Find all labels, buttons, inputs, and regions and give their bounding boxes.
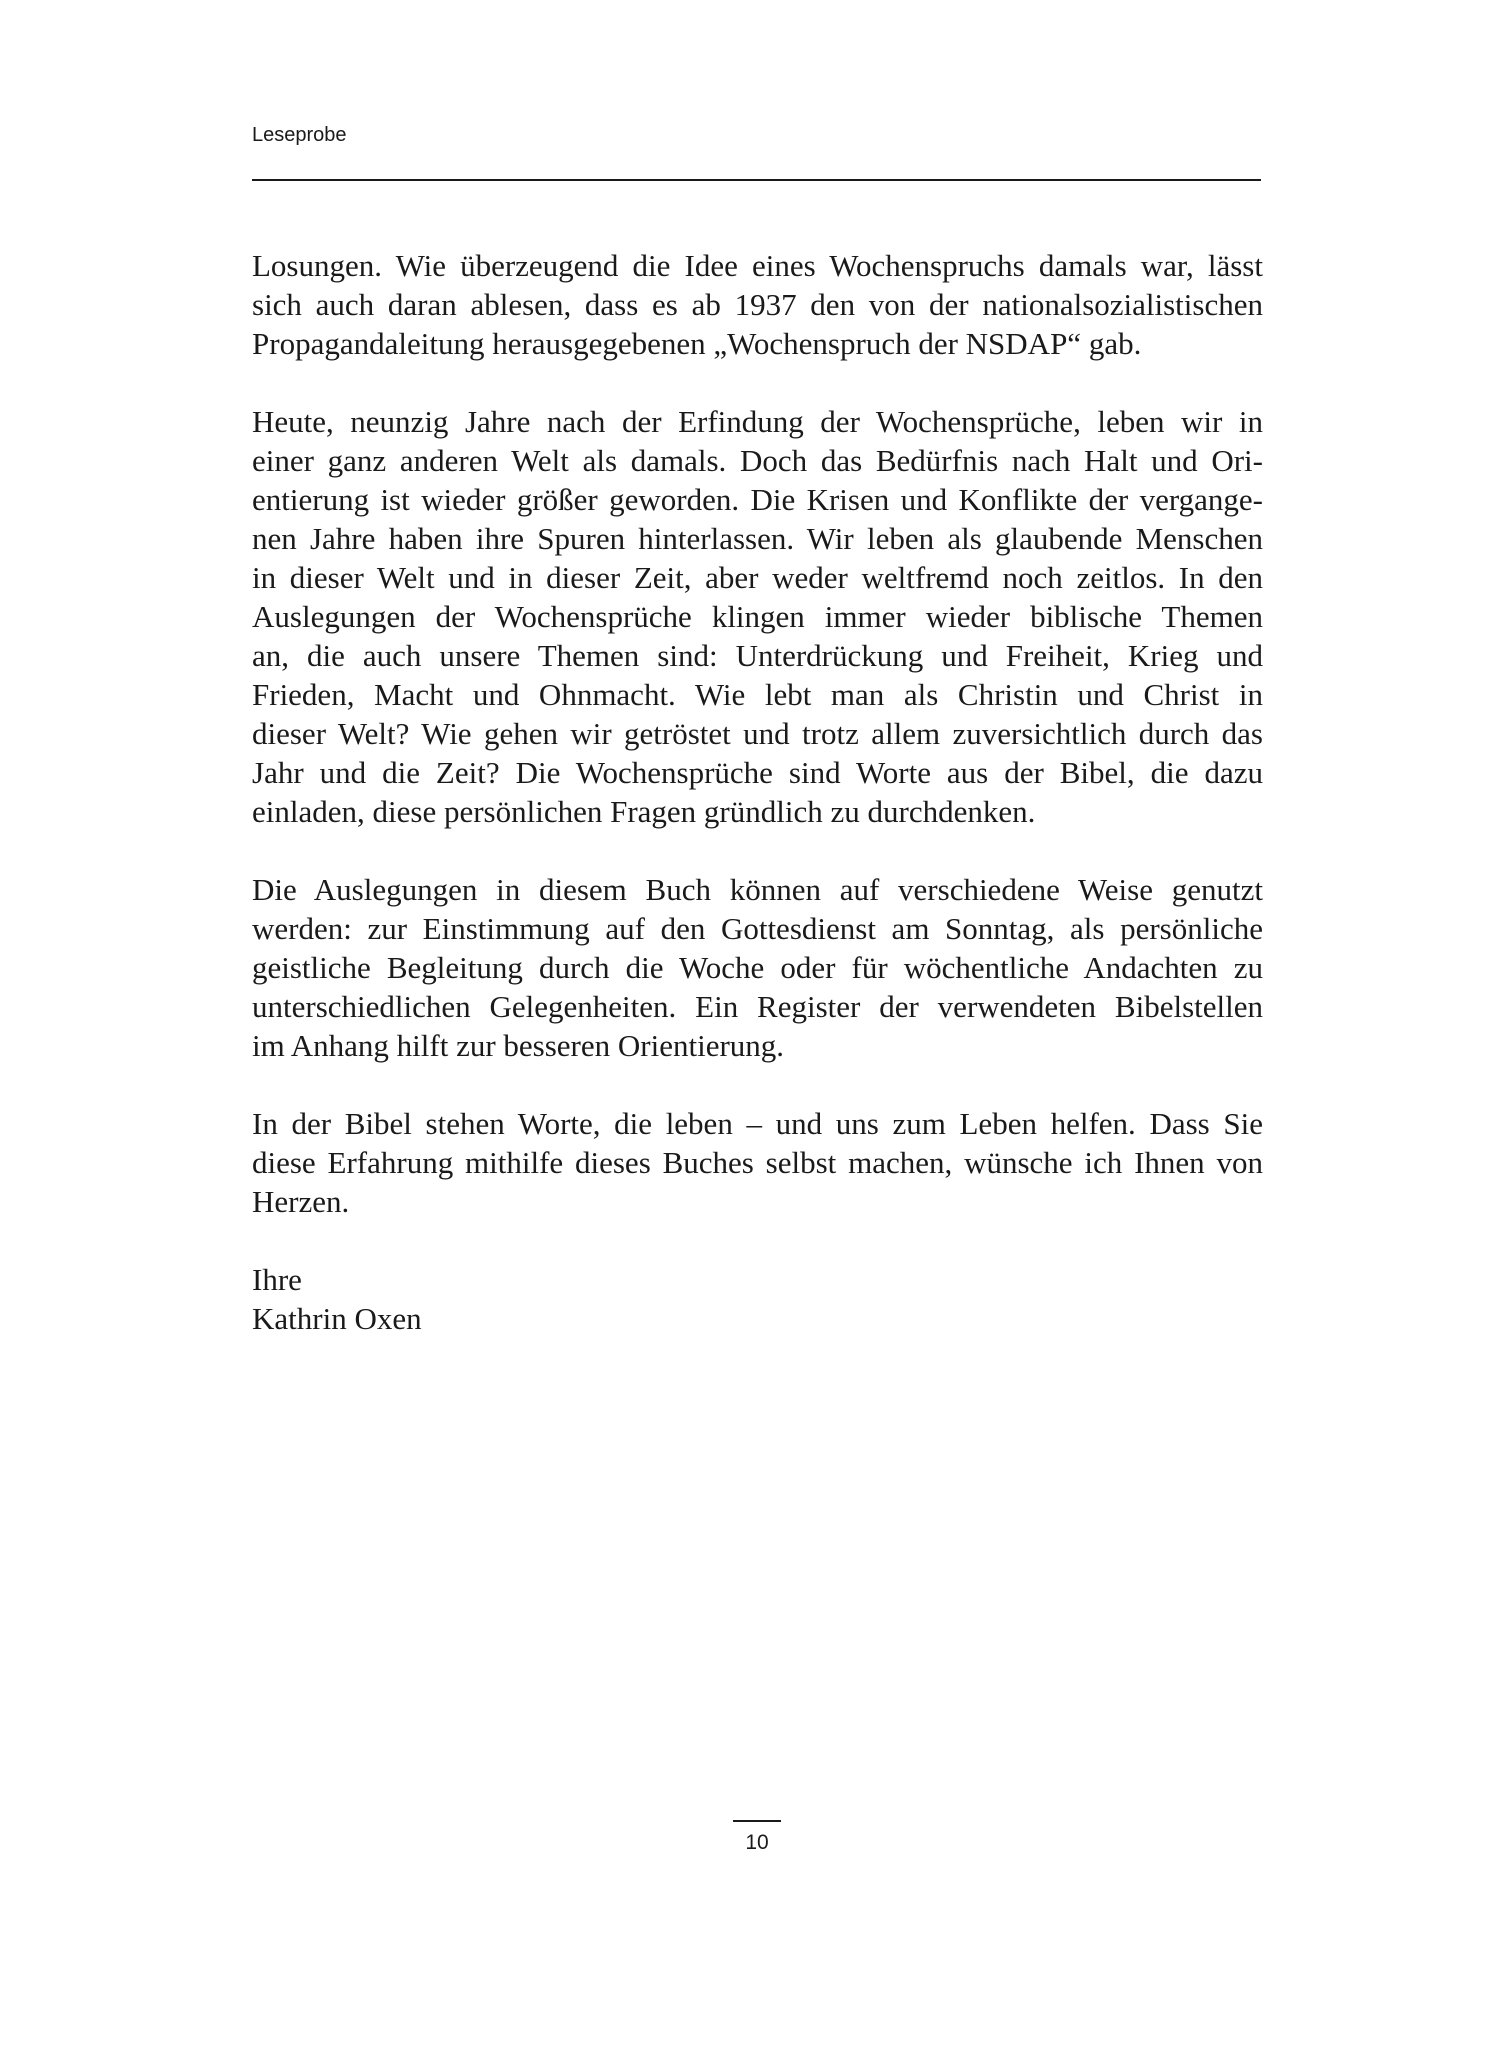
- running-header: Leseprobe: [252, 124, 347, 146]
- text-line: einer ganz anderen Welt als damals. Doch das Bedürfnis nach Halt und Ori-: [252, 443, 1263, 478]
- text-line: Jahr und die Zeit? Die Wochensprüche sind Worte aus der Bibel, die dazu: [252, 755, 1263, 790]
- text-line: Propagandaleitung herausgegebenen „Wochenspruch der NSDAP“ gab.: [252, 326, 1142, 361]
- text-line: in dieser Welt und in dieser Zeit, aber weder weltfremd noch zeitlos. In den: [252, 560, 1263, 595]
- text-line: im Anhang hilft zur besseren Orientierung.: [252, 1028, 785, 1063]
- text-line: diese Erfahrung mithilfe dieses Buches selbst machen, wünsche ich Ihnen von: [252, 1145, 1263, 1180]
- text-line: an, die auch unsere Themen sind: Unterdrückung und Freiheit, Krieg und: [252, 638, 1263, 673]
- paragraph: [252, 870, 1263, 1065]
- text-line: Die Auslegungen in diesem Buch können auf verschiedene Weise genutzt: [252, 872, 1263, 907]
- signature-block: [252, 1260, 1263, 1338]
- page-number-rule: [733, 1820, 781, 1822]
- paragraph: [252, 402, 1263, 831]
- text-line: Heute, neunzig Jahre nach der Erfindung der Wochensprüche, leben wir in: [252, 404, 1263, 439]
- text-line: Frieden, Macht und Ohnmacht. Wie lebt man als Christin und Christ in: [252, 677, 1263, 712]
- text-line: werden: zur Einstimmung auf den Gottesdienst am Sonntag, als persönliche: [252, 911, 1263, 946]
- signature-closing: Ihre: [252, 1262, 302, 1297]
- text-line: entierung ist wieder größer geworden. Die Krisen und Konflikte der vergange-: [252, 482, 1263, 517]
- header-divider: [252, 179, 1261, 181]
- text-line: Losungen. Wie überzeugend die Idee eines Wochenspruchs damals war, lässt: [252, 248, 1263, 283]
- text-line: nen Jahre haben ihre Spuren hinterlassen. Wir leben als glaubende Menschen: [252, 521, 1263, 556]
- text-line: unterschiedlichen Gelegenheiten. Ein Register der verwendeten Bibelstellen: [252, 989, 1263, 1024]
- text-line: Auslegungen der Wochensprüche klingen immer wieder biblische Themen: [252, 599, 1263, 634]
- paragraph: [252, 1104, 1263, 1221]
- body-text: [252, 246, 1263, 1338]
- text-line: sich auch daran ablesen, dass es ab 1937 den von der nationalsozialistischen: [252, 287, 1263, 322]
- page-number: 10: [745, 1831, 769, 1854]
- paragraph: [252, 246, 1263, 363]
- text-line: dieser Welt? Wie gehen wir getröstet und trotz allem zuversichtlich durch das: [252, 716, 1263, 751]
- text-line: In der Bibel stehen Worte, die leben – und uns zum Leben helfen. Dass Sie: [252, 1106, 1263, 1141]
- text-line: geistliche Begleitung durch die Woche oder für wöchentliche Andachten zu: [252, 950, 1263, 985]
- signature-name: Kathrin Oxen: [252, 1301, 422, 1336]
- text-line: Herzen.: [252, 1184, 350, 1219]
- text-line: einladen, diese persönlichen Fragen gründlich zu durchdenken.: [252, 794, 1036, 829]
